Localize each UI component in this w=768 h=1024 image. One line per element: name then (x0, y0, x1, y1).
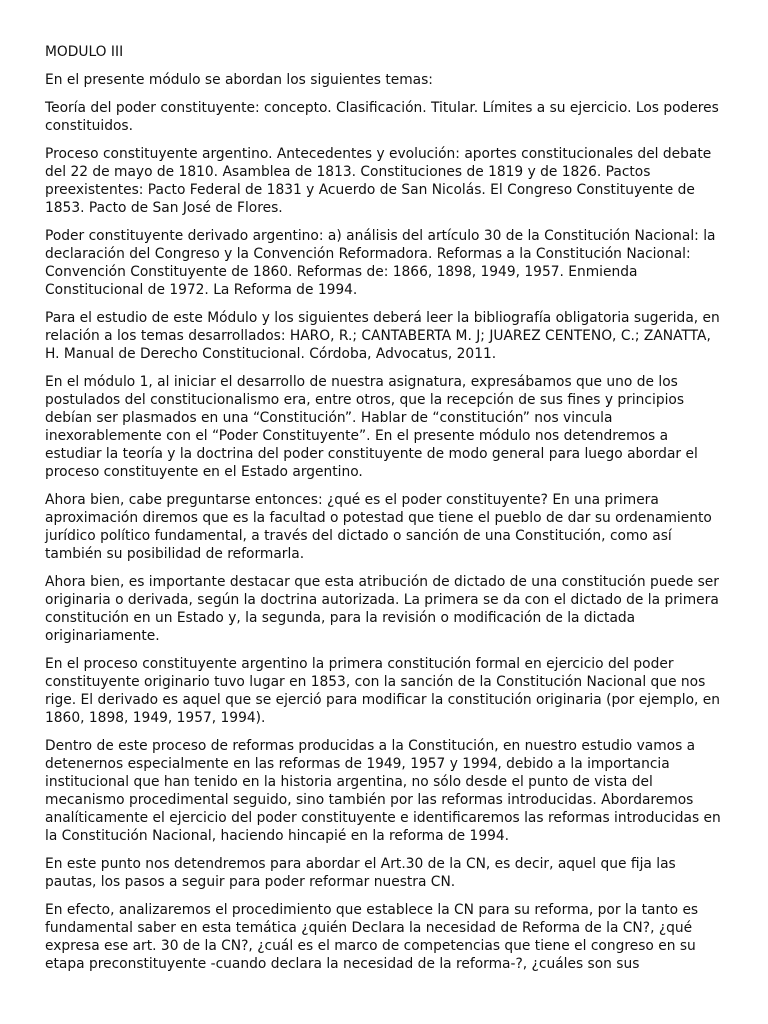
body-paragraph: Ahora bien, cabe preguntarse entonces: ¿qué es el poder constituyente? En una primera aproximación diremos que es la facultad o potestad que tiene el pueblo de dar su ordenamiento jurídico político fundamental, a través del dictado o sanción de una Constitución, como así también su posibilidad de reformarla. (45, 492, 712, 562)
topic-derived-power-paragraph: Poder constituyente derivado argentino: a) análisis del artículo 30 de la Constitución Nacional: la declaración del Congreso y la Convención Reformadora. Reformas a la Constitución Nacional: Convención Constituyente de 1860. Reformas de: 1866, 1898, 1949, 1957. Enmienda Constitucional de 1972. La Reforma de 1994. (45, 228, 716, 298)
topic-process-paragraph: Proceso constituyente argentino. Antecedentes y evolución: aportes constitucionales del debate del 22 de mayo de 1810. Asamblea de 1813. Constituciones de 1819 y de 1826. Pactos preexistentes: Pacto Federal de 1831 y Acuerdo de San Nicolás. El Congreso Constituyente de 1853. Pacto de San José de Flores. (45, 146, 712, 216)
module-title: MODULO III (45, 44, 124, 60)
intro-paragraph: En el presente módulo se abordan los siguientes temas: (45, 72, 433, 88)
body-paragraph: En el módulo 1, al iniciar el desarrollo de nuestra asignatura, expresábamos que uno de los postulados del constitucionalismo era, entre otros, que la recepción de sus fines y principios debían ser plasmados en una “Constitución”. Hablar de “constitución” nos vincula inexorablemente con el “Poder Constituyente”. En el presente módulo nos detendremos a estudiar la teoría y la doctrina del poder constituyente de modo general para luego abordar el proceso constituyente en el Estado argentino. (45, 374, 698, 480)
body-paragraph: En este punto nos detendremos para abordar el Art.30 de la CN, es decir, aquel que fija las pautas, los pasos a seguir para poder reformar nuestra CN. (45, 856, 676, 890)
bibliography-paragraph: Para el estudio de este Módulo y los siguientes deberá leer la bibliografía obligatoria sugerida, en relación a los temas desarrollados: HARO, R.; CANTABERTA M. J; JUAREZ CENTENO, C.; ZANATTA, H. Manual de Derecho Constitucional. Córdoba, Advocatus, 2011. (45, 310, 720, 362)
body-paragraph: En el proceso constituyente argentino la primera constitución formal en ejercicio del poder constituyente originario tuvo lugar en 1853, con la sanción de la Constitución Nacional que nos rige. El derivado es aquel que se ejerció para modificar la constitución originaria (por ejemplo, en 1860, 1898, 1949, 1957, 1994). (45, 656, 721, 726)
body-paragraph: En efecto, analizaremos el procedimiento que establece la CN para su reforma, por la tanto es fundamental saber en esta temática ¿quién Declara la necesidad de Reforma de la CN?, ¿qué expresa ese art. 30 de la CN?, ¿cuál es el marco de competencias que tiene el congreso en su etapa preconstituyente -cuando declara la necesidad de la reforma-?, ¿cuáles son sus (45, 902, 699, 972)
body-paragraph: Dentro de este proceso de reformas producidas a la Constitución, en nuestro estudio vamos a detenernos especialmente en las reformas de 1949, 1957 y 1994, debido a la importancia institucional que han tenido en la historia argentina, no sólo desde el punto de vista del mecanismo procedimental seguido, sino también por las reformas introducidas. Abordaremos analíticamente el ejercicio del poder constituyente e identificaremos las reformas introducidas en la Constitución Nacional, haciendo hincapié en la reforma de 1994. (45, 738, 721, 844)
topic-theory-paragraph: Teoría del poder constituyente: concepto. Clasificación. Titular. Límites a su ejercicio. Los poderes constituidos. (45, 100, 719, 134)
body-paragraph: Ahora bien, es importante destacar que esta atribución de dictado de una constitución puede ser originaria o derivada, según la doctrina autorizada. La primera se da con el dictado de la primera constitución en un Estado y, la segunda, para la revisión o modificación de la dictada originariamente. (45, 574, 719, 644)
document-page (45, 43, 725, 983)
